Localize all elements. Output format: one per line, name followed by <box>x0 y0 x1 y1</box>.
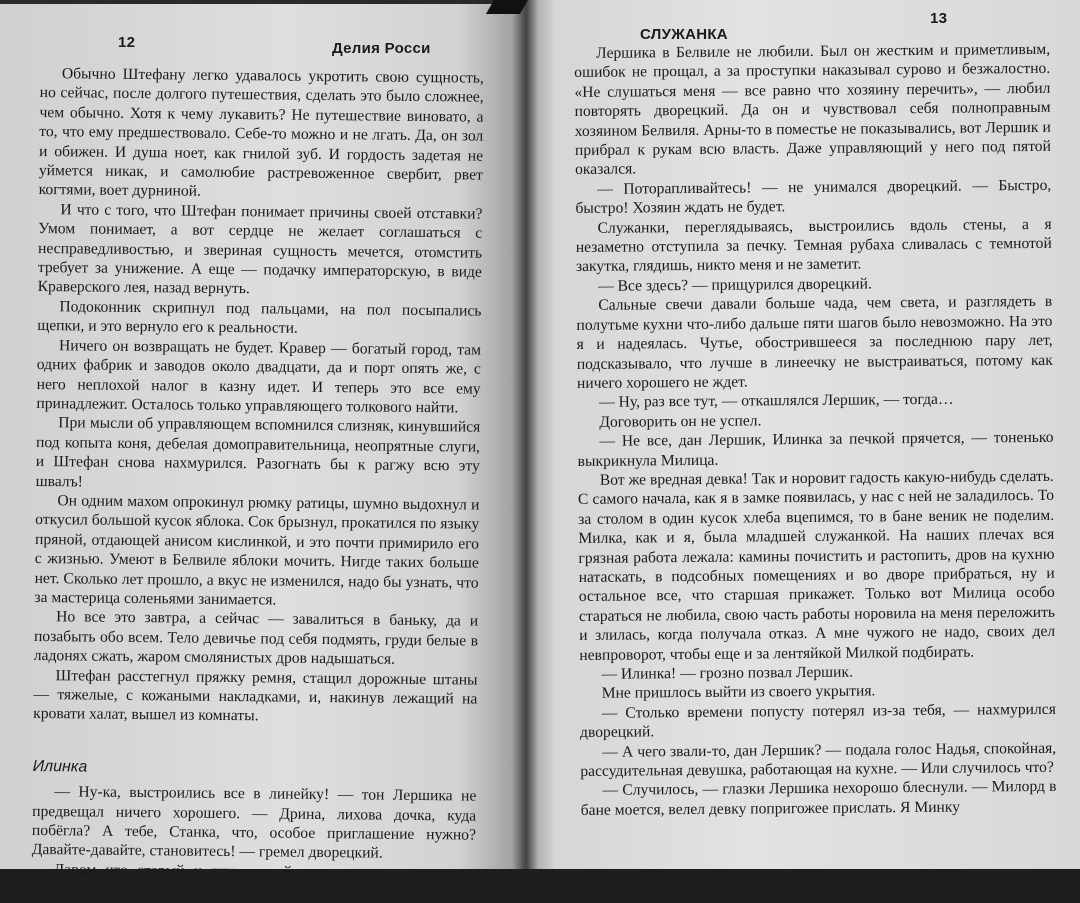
paragraph: — Все здесь? — прищурился дворецкий. <box>598 275 872 295</box>
paragraph: Но все это завтра, а сейчас — завалиться в баньку, да и позабыть обо всем. Тело девичье под себя подмять, груди белые в ладонях сжать, жаром смолянистых дров надышаться. <box>33 608 479 668</box>
section-break <box>33 724 477 762</box>
page-number-left: 12 <box>118 34 136 51</box>
paragraph: — Случилось, — глазки Лершика нехорошо блеснули. — Милорд в бане моется, велел девку попригожее прислать. Я Минку <box>580 778 1057 819</box>
left-page <box>0 4 522 898</box>
paragraph: — Илинка! — грозно позвал Лершик. <box>601 663 854 683</box>
paragraph: Обычно Штефану легко удавалось укротить свою сущность, но сейчас, после долгого путешествия, сделать это было сложнее, чем обычно. Хотя к чему лукавить? Не путешествие виновато, а то, что ему предшествовало. Себе-то можно и не лгать. Да, он зол и обижен. И душа ноет, как гнилой зуб. И гордость задетая не уймется никак, и самолюбие растревоженное свербит, рвет когтями, воет дурниной. <box>38 65 484 201</box>
paragraph: И что с того, что Штефан понимает причины своей отставки? Умом понимает, а вот сердце не желает соглашаться с несправедливостью, и звериная сущность мечется, отомстить требует за унижение. А еще — подачку императорскую, в виде Краверского лея, назад вернуть. <box>37 201 483 298</box>
running-head-author: Делия Росси <box>332 40 431 57</box>
paragraph: Служанки, переглядываясь, выстроились вдоль стены, а я незаметно отступила за печку. Темная рубаха сливалась с темнотой закутка, глядишь, никто меня и не заметит. <box>575 215 1052 276</box>
paragraph: — Не все, дан Лершик, Илинка за печкой прячется, — тоненько выкрикнула Милица. <box>577 428 1054 470</box>
paragraph: Мне пришлось выйти из своего укрытия. <box>601 682 876 703</box>
right-page <box>522 0 1080 869</box>
paragraph: Подоконник скрипнул под пальцами, на пол посыпались щепки, и это вернуло его к реальности. <box>37 298 482 337</box>
paragraph: — Ну, раз все тут, — откашлялся Лершик, — тогда… <box>599 391 954 412</box>
paragraph: Лершика в Белвиле не любили. Был он жестким и приметливым, ошибок не прощал, а за проступки наказывал сурово и безжалостно. «Не слушаться меня — все равно что хозяину перечить», — любил повторять дворецкий. Да он и чувствовал себя полноправным хозяином Белвиля. Арны-то в поместье не показывались, вот Лершик и прибрал к рукам всю власть. Даже управляющий у него под пятой оказался. <box>574 40 1051 179</box>
left-text-column <box>31 64 484 903</box>
paragraph: Вот же вредная девка! Так и норовит гадость какую-нибудь сделать. С самого начала, как я в замке появилась, у нас с ней не заладилось. То за столом в один кусок хлеба вцепимся, то в бане веник не поделим. Милка, как и я, была младшей служанкой. На наших плечах вся грязная работа лежала: камины почистить и растопить, дров на кухню натаскать, в подсобных помещениях и во дворе прибраться, ну и остальное все, что старшая прикажет. Только вот Милица особо стараться не любила, свою часть работы норовила на меня переложить и злилась, когда получала отказ. А мне чужого не надо, своих дел невпроворот, чтобы еще и за лентяйкой Милкой подбирать. <box>577 467 1056 664</box>
paragraph: Он одним махом опрокинул рюмку ратицы, шумно выдохнул и откусил большой кусок яблока. Сок брызнул, прокатился по языку пряной, отдающей анисом кислинкой, и это почти примирило его с жизнью. Умеют в Белвиле яблоки мочить. Нигде таких больше нет. Сколько лет прошло, а вкус не изменился, надо бы узнать, что за мастерица соленьями занимается. <box>34 492 480 609</box>
paragraph: — Столько времени попусту потерял из-за тебя, — нахмурился дворецкий. <box>579 700 1056 742</box>
paragraph: — А чего звали-то, дан Лершик? — подала голос Надья, спокойная, рассудительная девушка, работающая на кухне. — Или случилось что? <box>580 739 1057 781</box>
running-head-title: СЛУЖАНКА <box>640 26 728 43</box>
paragraph: — Поторапливайтесь! — не унимался дворецкий. — Быстро, быстро! Хозяин ждать не будет. <box>575 176 1052 218</box>
paragraph: Ничего он возвращать не будет. Кравер — богатый город, там одних фабрик и заводов около двадцати, да и порт опять же, с него неплохой налог в казну идет. И теперь это все ему принадлежит. Осталось только управляющего толкового найти. <box>36 336 482 417</box>
paragraph: — Ну-ка, выстроились все в линейку! — тон Лершика не предвещал ничего хорошего. — Дрина, лихова дочка, куда побёгла? А тебе, Станка, что, особое приглашение нужно? Давайте-давайте, становитесь! — гремел дворецкий. <box>31 783 477 863</box>
paragraph: Договорить он не успел. <box>599 412 762 431</box>
paragraph: Сальные свечи давали больше чада, чем света, и разглядеть в полутьме кухни что-либо дальше пяти шагов было невозможно. На это я и надеялась. Чутье, обострившееся за последнюю пару лет, подсказывало, что лучше в линеечку не выстраиваться, потому как ничего хорошего не ждет. <box>576 293 1053 392</box>
book-gutter <box>512 0 538 869</box>
section-title: Илинка <box>32 757 88 776</box>
paragraph: При мысли об управляющем вспомнился слизняк, кинувшийся под копыта коня, дебелая домоправительница, неопрятные слуги, и Штефан снова нахмурился. Разогнать бы к рагжу всю эту швалъ! <box>35 414 481 491</box>
paragraph: Штефан расстегнул пряжку ремня, стащил дорожные штаны — тяжелые, с кожаными накладками, и, накинув лежащий на кровати халат, вышел из комнаты. <box>33 666 478 725</box>
right-text-column <box>574 40 1057 820</box>
page-number-right: 13 <box>930 10 948 27</box>
paragraph: Даром что старый и тщедушный, а голосина — мертвого поднимет! <box>31 861 476 898</box>
